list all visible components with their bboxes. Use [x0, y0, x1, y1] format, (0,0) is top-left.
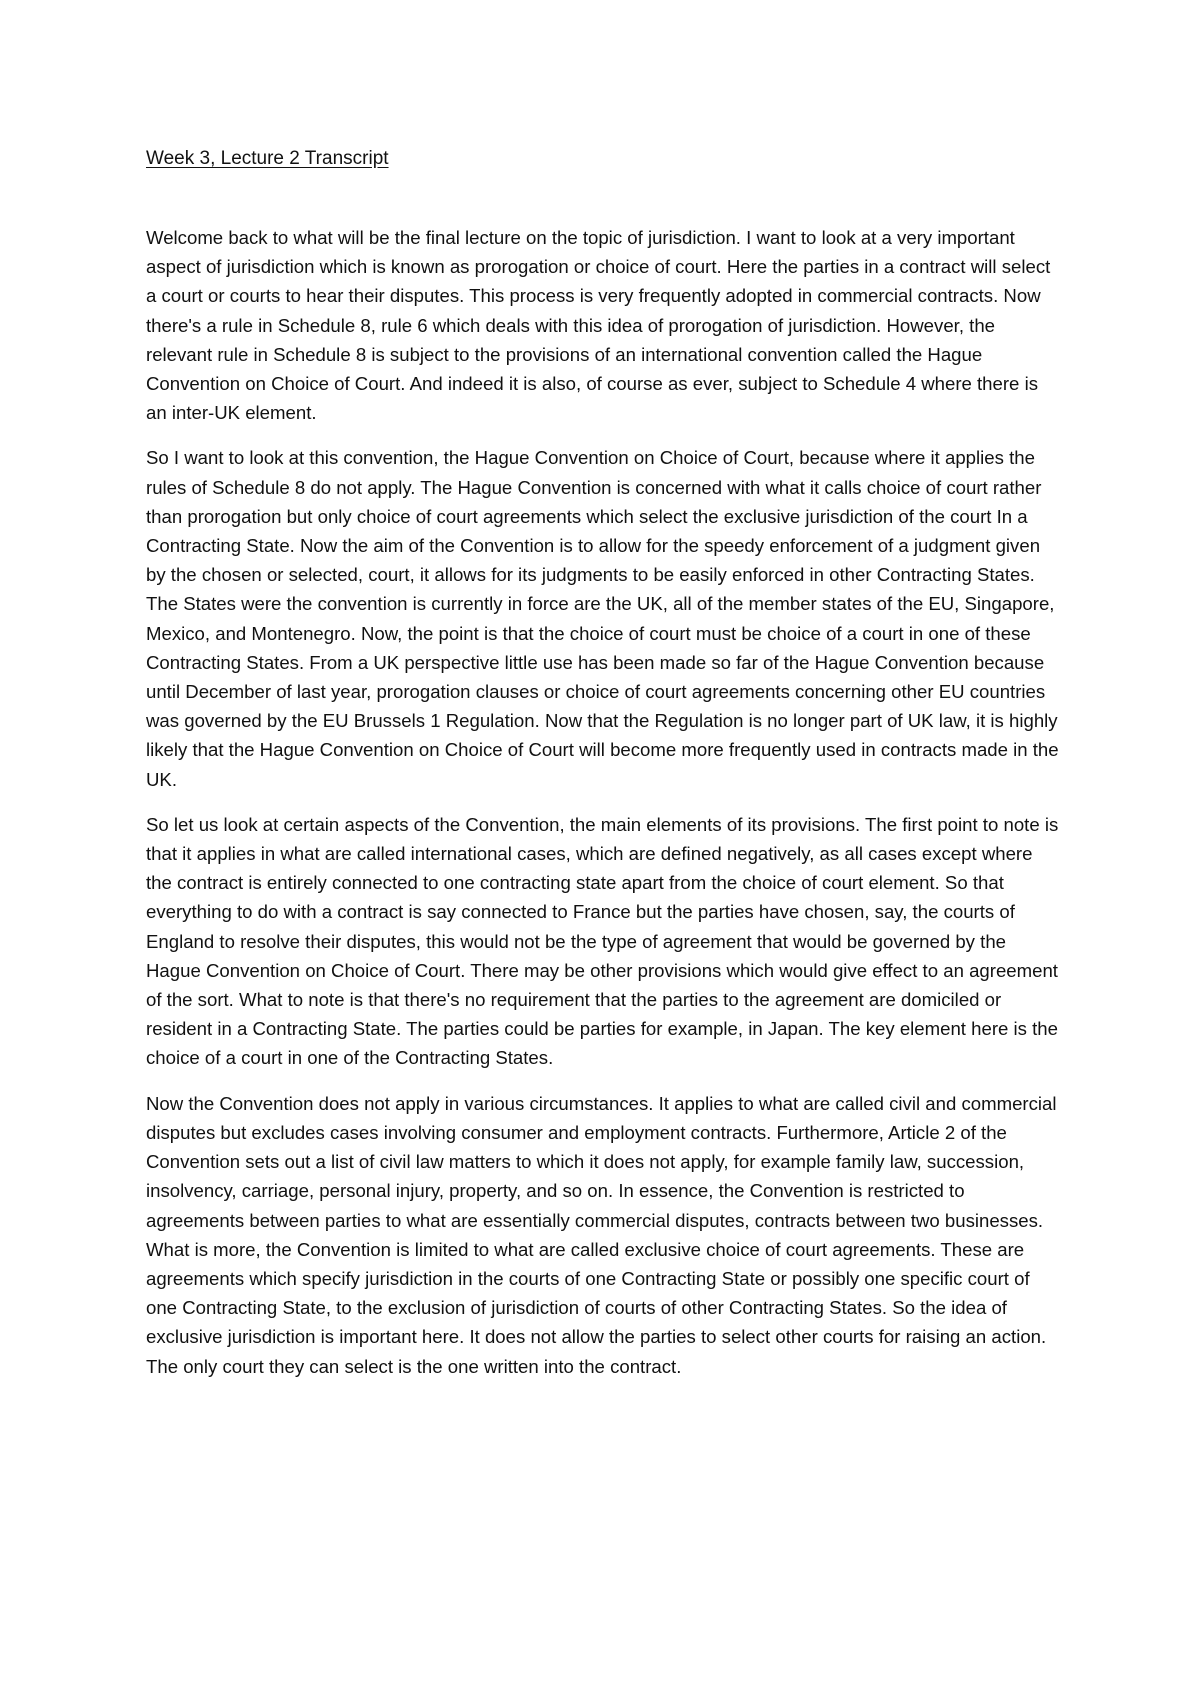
- paragraph-1: Welcome back to what will be the final lecture on the topic of jurisdiction. I want to look at a very important aspect of jurisdiction which is known as prorogation or choice of court. Here the parties in a contract will select a court or courts to hear their disputes. This process is very frequently adopted in commercial contracts. Now there's a rule in Schedule 8, rule 6 which deals with this idea of prorogation of jurisdiction. However, the relevant rule in Schedule 8 is subject to the provisions of an international convention called the Hague Convention on Choice of Court. And indeed it is also, of course as ever, subject to Schedule 4 where there is an inter-UK element.: [146, 227, 1051, 424]
- paragraph-4: Now the Convention does not apply in various circumstances. It applies to what are called civil and commercial disputes but excludes cases involving consumer and employment contracts. Furthermore, Article 2 of the Convention sets out a list of civil law matters to which it does not apply, for example family law, succession, insolvency, carriage, personal injury, property, and so on. In essence, the Convention is restricted to agreements between parties to what are essentially commercial disputes, contracts between two businesses. What is more, the Convention is limited to what are called exclusive choice of court agreements. These are agreements which specify jurisdiction in the courts of one Contracting State or possibly one specific court of one Contracting State, to the exclusion of jurisdiction of courts of other Contracting States. So the idea of exclusive jurisdiction is important here. It does not allow the parties to select other courts for raising an action. The only court they can select is the one written into the contract.: [146, 1092, 1057, 1377]
- document-title: Week 3, Lecture 2 Transcript: [146, 148, 389, 169]
- paragraph-3: So let us look at certain aspects of the Convention, the main elements of its provisions. The first point to note is that it applies in what are called international cases, which are defined negatively, as all cases except where the contract is entirely connected to one contracting state apart from the choice of court element. So that everything to do with a contract is say connected to France but the parties have chosen, say, the courts of England to resolve their disputes, this would not be the type of agreement that would be governed by the Hague Convention on Choice of Court. There may be other provisions which would give effect to an agreement of the sort. What to note is that there's no requirement that the parties to the agreement are domiciled or resident in a Contracting State. The parties could be parties for example, in Japan. The key element here is the choice of a court in one of the Contracting States.: [146, 813, 1059, 1069]
- paragraph-2: So I want to look at this convention, the Hague Convention on Choice of Court, because where it applies the rules of Schedule 8 do not apply. The Hague Convention is concerned with what it calls choice of court rather than prorogation but only choice of court agreements which select the exclusive jurisdiction of the court In a Contracting State. Now the aim of the Convention is to allow for the speedy enforcement of a judgment given by the chosen or selected, court, it allows for its judgments to be easily enforced in other Contracting States. The States were the convention is currently in force are the UK, all of the member states of the EU, Singapore, Mexico, and Montenegro. Now, the point is that the choice of court must be choice of a court in one of these Contracting States. From a UK perspective little use has been made so far of the Hague Convention because until December of last year, prorogation clauses or choice of court agreements concerning other EU countries was governed by the EU Brussels 1 Regulation. Now that the Regulation is no longer part of UK law, it is highly likely that the Hague Convention on Choice of Court will become more frequently used in contracts made in the UK.: [146, 447, 1059, 790]
